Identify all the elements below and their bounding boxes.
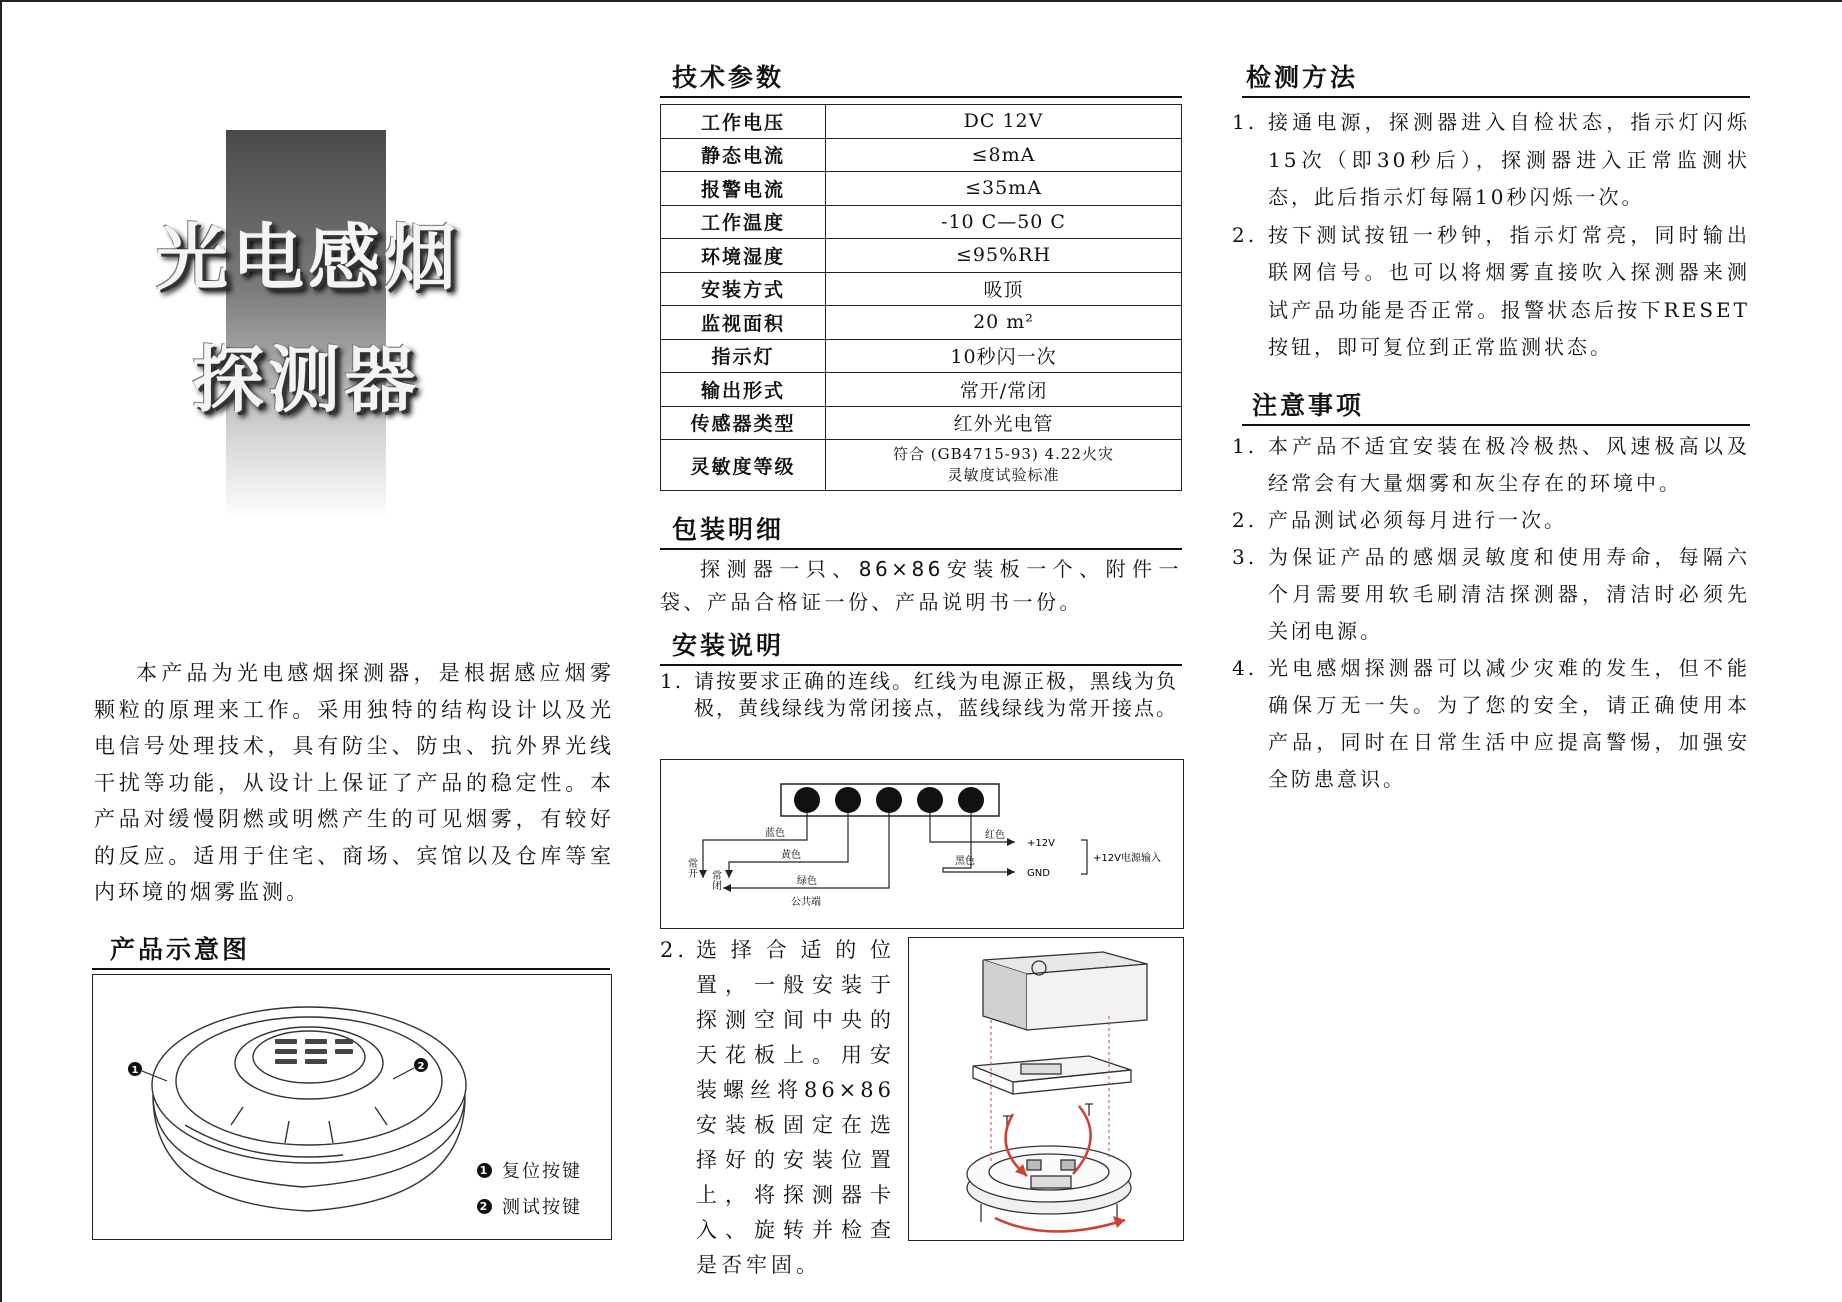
note-item [1232,502,1750,539]
wire-label-normally-closed: 常闭 [709,870,721,890]
notes-list [1232,428,1750,798]
wire-label-red: 红色 [985,830,1005,841]
intro-paragraph [94,655,614,911]
spec-key: 安装方式 [661,272,826,306]
legend-reset [477,1157,582,1183]
spec-value: ≤95%RH [826,239,1182,273]
note-item-text: 光电感烟探测器可以减少灾难的发生，但不能确保万无一失。为了您的安全，请正确使用本产品，同时在日常生活中应提高警惕，加强安全防患意识。 [1268,656,1750,791]
note-item-num: 1. [1232,434,1258,458]
packing-paragraph [660,553,1182,619]
legend-label-test: 测试按键 [502,1197,582,1218]
wiring-svg [661,760,1183,928]
install-step-2-text: 选择合适的位置，一般安装于探测空间中央的天花板上。用安装螺丝将86×86安装板固定在选择好的安装位置上，将探测器卡入、旋转并检查是否牢固。 [696,938,895,1277]
note-item-num: 2. [1232,508,1258,532]
note-item-text: 产品测试必须每月进行一次。 [1268,508,1567,532]
wiring-diagram [660,759,1184,929]
note-item-text: 本产品不适宜安装在极冷极热、风速极高以及经常会有大量烟雾和灰尘存在的环境中。 [1268,434,1750,495]
wire-label-yellow: 黄色 [781,850,801,861]
spec-value: 20 m² [826,306,1182,340]
wire-label-gnd: GND [1027,868,1050,879]
wire-label-plus12v: +12V [1027,838,1055,849]
test-item-text: 按下测试按钮一秒钟，指示灯常亮，同时输出联网信号。也可以将烟雾直接吹入探测器来测试产品功能是否正常。报警状态后按下RESET按钮，即可复位到正常监测状态。 [1268,222,1750,359]
sensitivity-line-1: 符合 (GB4715-93) 4.22火灾 [893,445,1114,463]
marker-2: 2 [417,1061,425,1072]
install-step-2 [660,933,895,1283]
spec-row [661,406,1182,440]
install-step-1-text: 请按要求正确的连线。红线为电源正极，黑线为负极，黄线绿线为常闭接点，蓝线绿线为常开接点。 [694,669,1178,720]
note-item-text: 为保证产品的感烟灵敏度和使用寿命，每隔六个月需要用软毛刷清洁探测器，清洁时必须先关闭电源。 [1268,545,1750,643]
note-item-num: 4. [1232,656,1258,680]
wire-label-power-input: +12V电源输入 [1093,853,1161,864]
spec-key: 工作温度 [661,205,826,239]
test-item [1232,217,1750,367]
spec-key: 输出形式 [661,373,826,407]
test-item [1232,104,1750,217]
spec-row [661,339,1182,373]
install-step-1 [660,668,1184,722]
spec-value: 红外光电管 [826,406,1182,440]
marker-1: 1 [131,1065,139,1076]
note-item-num: 3. [1232,545,1258,569]
spec-key: 报警电流 [661,172,826,206]
mounting-svg [909,938,1183,1240]
spec-value: 10秒闪一次 [826,339,1182,373]
product-diagram [92,974,612,1240]
spec-value: 常开/常闭 [826,373,1182,407]
packing-heading: 包装明细 [660,510,1182,550]
page-border-left [0,0,2,1302]
packing-text: 探测器一只、86×86安装板一个、附件一袋、产品合格证一份、产品说明书一份。 [660,557,1182,614]
spec-table [660,104,1182,491]
product-diagram-heading: 产品示意图 [92,930,610,970]
title-line-1: 光电感烟 [156,216,461,300]
spec-key: 工作电压 [661,105,826,139]
legend-num-1: 1 [477,1163,492,1178]
wire-label-green: 绿色 [797,876,817,887]
page-border-top [0,0,1842,2]
install-step-1-num: 1. [660,669,684,693]
spec-row-sensitivity [661,440,1182,491]
notes-heading: 注意事项 [1242,386,1750,426]
test-item-num: 2. [1232,222,1258,247]
legend-test [477,1193,582,1219]
wire-label-normally-open: 常开 [685,858,697,878]
wire-label-common: 公共端 [791,897,821,908]
spec-key: 传感器类型 [661,406,826,440]
test-list [1232,104,1750,367]
wire-label-blue: 蓝色 [765,828,785,839]
spec-value: 吸顶 [826,272,1182,306]
spec-value: ≤8mA [826,138,1182,172]
spec-row [661,172,1182,206]
test-item-text: 接通电源，探测器进入自检状态，指示灯闪烁15次（即30秒后），探测器进入正常监测状态，此后指示灯每隔10秒闪烁一次。 [1268,110,1750,209]
mounting-diagram [908,937,1184,1241]
spec-row [661,205,1182,239]
spec-row [661,239,1182,273]
spec-row [661,306,1182,340]
test-item-num: 1. [1232,110,1258,134]
spec-value: -10 C—50 C [826,205,1182,239]
spec-key: 灵敏度等级 [661,440,826,491]
spec-row [661,105,1182,139]
legend-label-reset: 复位按键 [502,1161,582,1182]
intro-text: 本产品为光电感烟探测器，是根据感应烟雾颗粒的原理来工作。采用独特的结构设计以及光电信号处理技术，具有防尘、防虫、抗外界光线干扰等功能，从设计上保证了产品的稳定性。本产品对缓慢阴燃或明燃产生的可见烟雾，有较好的反应。适用于住宅、商场、宾馆以及仓库等室内环境的烟雾监测。 [94,661,614,904]
specs-heading: 技术参数 [660,58,1182,98]
install-heading: 安装说明 [660,626,1182,666]
spec-key: 指示灯 [661,339,826,373]
title-line-2: 探测器 [192,338,421,422]
spec-value: ≤35mA [826,172,1182,206]
sensitivity-line-2: 灵敏度试验标准 [947,466,1060,484]
spec-value: DC 12V [826,105,1182,139]
legend-num-2: 2 [477,1199,492,1214]
spec-row [661,138,1182,172]
install-step-2-num: 2. [660,938,689,962]
spec-key: 监视面积 [661,306,826,340]
note-item [1232,539,1750,650]
spec-key: 静态电流 [661,138,826,172]
wire-label-black: 黑色 [955,856,975,867]
spec-value-sensitivity [826,440,1182,491]
spec-row [661,373,1182,407]
test-heading: 检测方法 [1242,58,1750,98]
note-item [1232,650,1750,798]
spec-key: 环境湿度 [661,239,826,273]
spec-row [661,272,1182,306]
note-item [1232,428,1750,502]
